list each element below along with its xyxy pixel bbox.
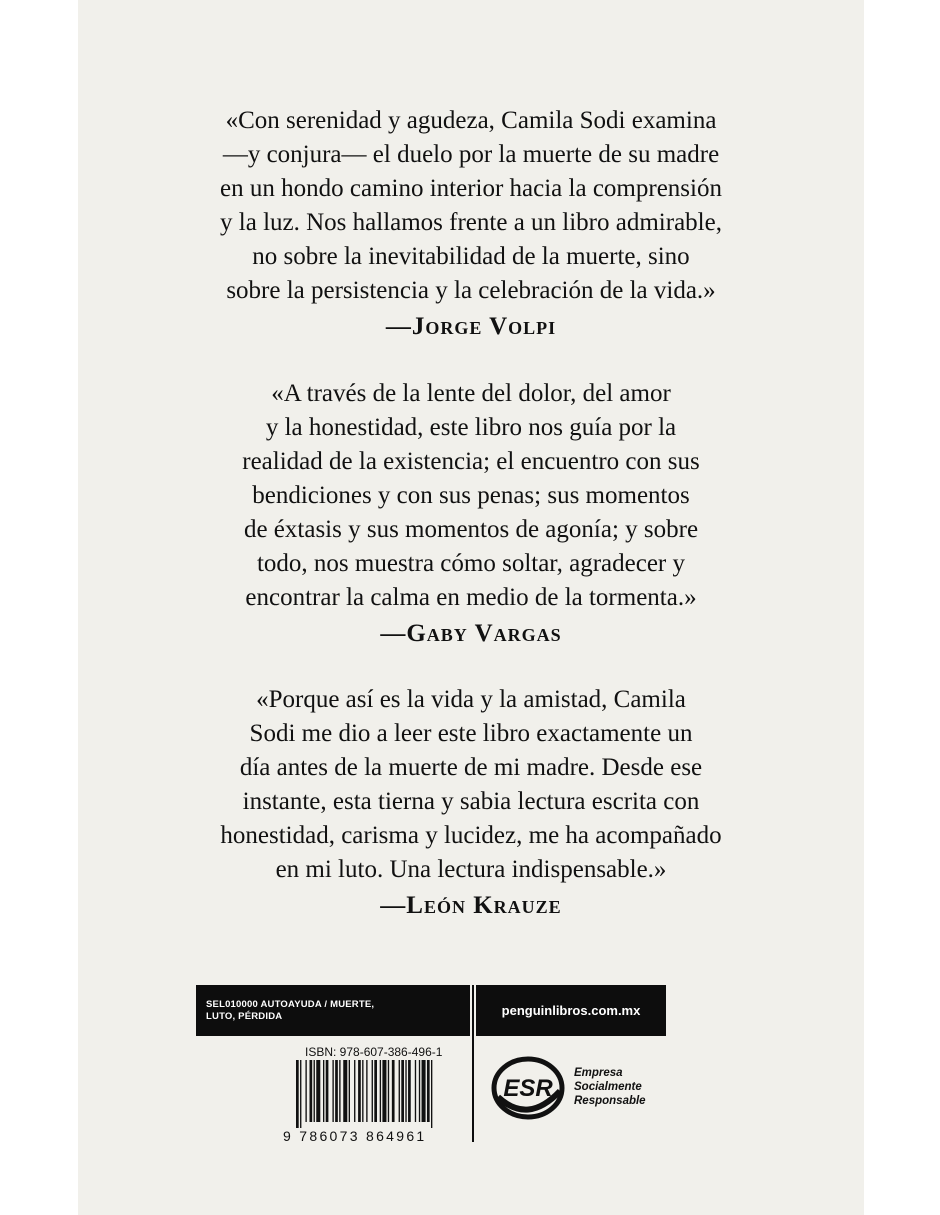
barcode-bar	[314, 1060, 315, 1122]
barcode-bar	[392, 1060, 395, 1122]
footer-divider	[472, 985, 474, 1142]
barcode-bar	[296, 1060, 299, 1128]
barcode-bar	[358, 1060, 361, 1122]
quote-author: —León Krauze	[380, 892, 562, 919]
barcode-bar	[305, 1060, 306, 1122]
esr-logo-icon	[490, 1053, 570, 1123]
barcode-bar	[405, 1060, 406, 1122]
barcode-bar	[380, 1060, 381, 1122]
barcode-bar	[388, 1060, 389, 1122]
barcode-bar	[374, 1060, 377, 1122]
quote-line: sobre la persistencia y la celebración de la vida.»	[226, 277, 716, 304]
quote-gaby-vargas	[78, 377, 864, 651]
barcode-bar	[339, 1060, 340, 1122]
quote-line: en un hondo camino interior hacia la comprensión	[220, 175, 722, 202]
barcode-bar	[408, 1060, 411, 1122]
barcode-bar	[343, 1060, 347, 1122]
quote-line: y la luz. Nos hallamos frente a un libro admirable,	[220, 209, 722, 236]
barcode-bar	[419, 1060, 420, 1122]
barcode-digits: 9 786073 864961	[283, 1128, 427, 1144]
esr-logo-text: ESR	[503, 1075, 553, 1102]
category-label	[196, 985, 470, 1036]
quote-author: —Gaby Vargas	[380, 620, 562, 647]
barcode-bar	[332, 1060, 333, 1122]
barcode-bar	[326, 1060, 329, 1122]
barcode-bar	[323, 1060, 324, 1122]
quote-jorge-volpi	[78, 104, 864, 344]
barcode-bar	[415, 1060, 416, 1122]
quote-line: día antes de la muerte de mi madre. Desde ese	[239, 754, 703, 781]
esr-label	[574, 1066, 646, 1108]
barcode-bar	[335, 1060, 338, 1122]
barcode-bar	[372, 1060, 373, 1122]
quote-line: «Con serenidad y agudeza, Camila Sodi examina	[225, 107, 717, 134]
barcode-bar	[316, 1060, 320, 1122]
esr-line: Empresa	[574, 1067, 623, 1079]
quote-line: todo, nos muestra cómo soltar, agradecer y	[256, 550, 686, 577]
website-label: penguinlibros.com.mx	[476, 985, 666, 1036]
quote-line: «A través de la lente del dolor, del amor	[271, 380, 671, 407]
barcode-bar	[300, 1060, 301, 1128]
barcode-bar	[422, 1060, 426, 1122]
category-line: LUTO, PÉRDIDA	[206, 1011, 283, 1022]
barcode-bar	[310, 1060, 313, 1122]
barcode-bar	[427, 1060, 430, 1122]
esr-line: Socialmente	[574, 1081, 642, 1093]
category-line: SEL010000 AUTOAYUDA / MUERTE,	[206, 999, 375, 1010]
quote-line: —y conjura— el duelo por la muerte de su madre	[222, 141, 720, 168]
barcode-bar	[431, 1060, 432, 1128]
quote-line: y la honestidad, este libro nos guía por la	[265, 414, 677, 441]
quote-line: de éxtasis y sus momentos de agonía; y sobre	[243, 516, 699, 543]
barcode-bar	[362, 1060, 363, 1122]
quote-line: en mi luto. Una lectura indispensable.»	[275, 856, 667, 883]
barcode-bar	[366, 1060, 367, 1122]
barcode-bar	[382, 1060, 386, 1122]
quote-line: realidad de la existencia; el encuentro con sus	[242, 448, 700, 475]
quote-leon-krauze	[78, 683, 864, 923]
isbn-label: ISBN: 978-607-386-496-1	[305, 1045, 443, 1059]
esr-line: Responsable	[574, 1095, 646, 1107]
barcode-image	[296, 1060, 464, 1128]
quote-line: instante, esta tierna y sabia lectura escrita con	[242, 788, 700, 815]
quote-line: no sobre la inevitabilidad de la muerte, sino	[252, 243, 690, 270]
quote-line: honestidad, carisma y lucidez, me ha acompañado	[220, 822, 722, 849]
barcode-bar	[349, 1060, 350, 1122]
quote-line: «Porque así es la vida y la amistad, Camila	[256, 686, 686, 713]
quote-line: bendiciones y con sus penas; sus momentos	[252, 482, 690, 509]
barcode-bar	[399, 1060, 400, 1122]
quote-author: —Jorge Volpi	[385, 313, 557, 340]
quote-line: encontrar la calma en medio de la tormenta.»	[245, 584, 697, 611]
barcode-bar	[354, 1060, 355, 1122]
barcode-bar	[401, 1060, 404, 1122]
quote-line: Sodi me dio a leer este libro exactamente un	[249, 720, 693, 747]
